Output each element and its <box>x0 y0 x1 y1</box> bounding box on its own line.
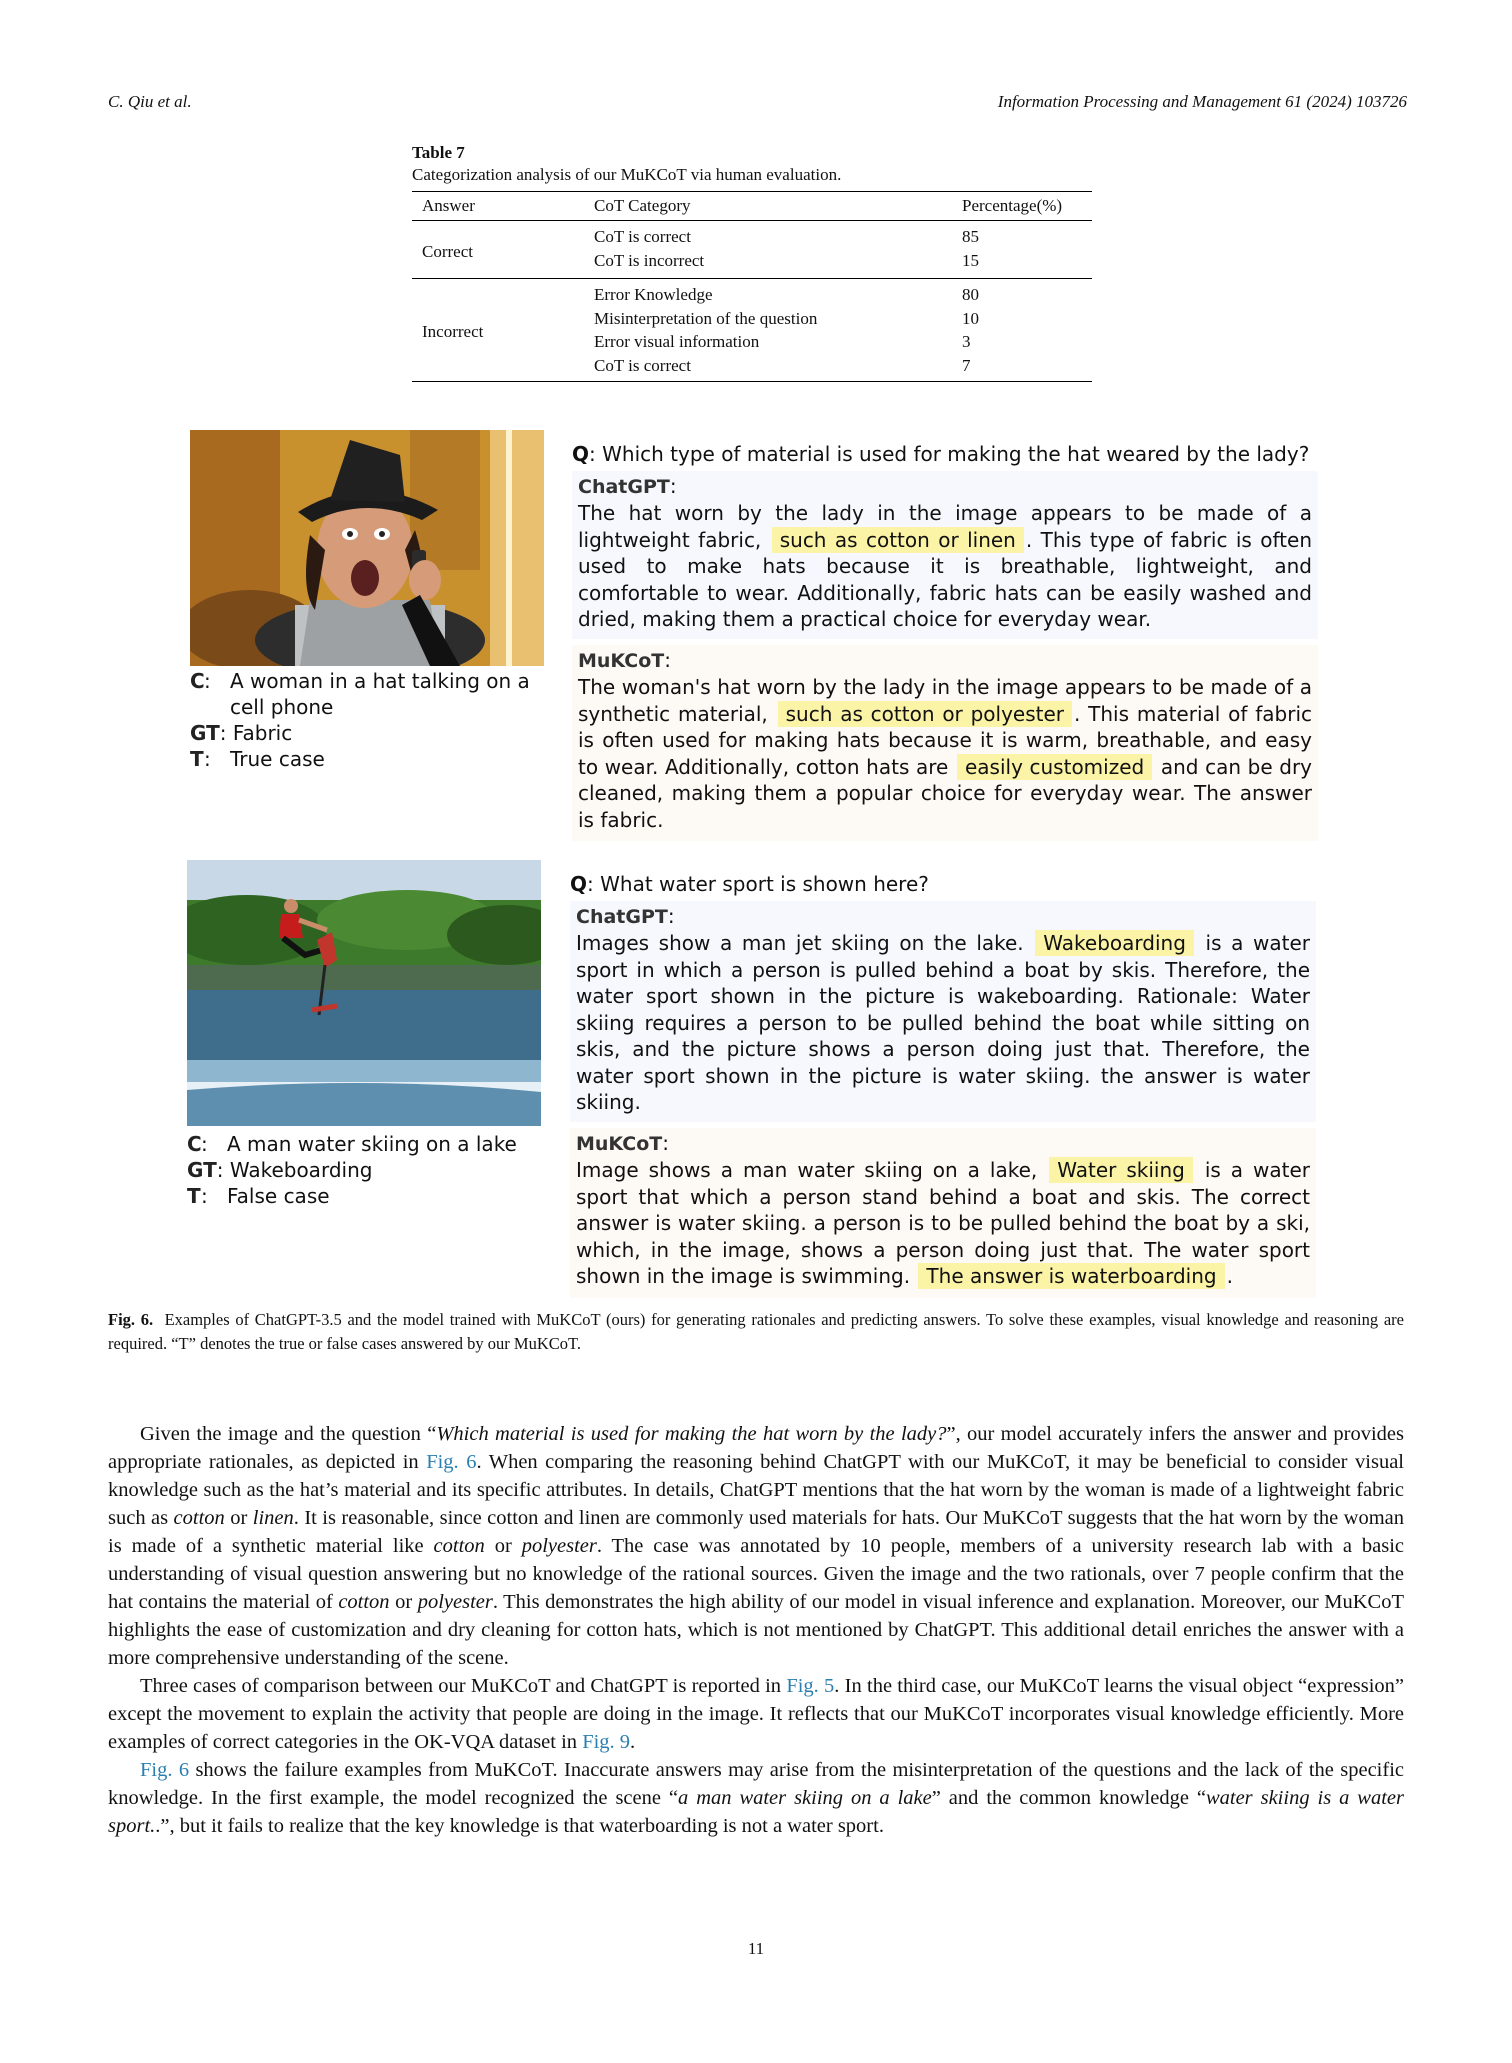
caption-row-t: T : True case <box>190 747 325 771</box>
table-row <box>412 279 1092 307</box>
caption-key: GT <box>187 1158 217 1182</box>
category-cell: Error visual information <box>594 332 760 351</box>
rationale-text: is a water sport that which a person stand behind a boat and skis. The correct answer is water skiing. a person is to be pulled behind the boat by a ski, which, in the image, shows a person doing just that. The water sport shown in the image is swimming. <box>576 1158 1310 1288</box>
figure-link[interactable]: Fig. 6 <box>140 1759 190 1781</box>
mukcot-rationale-box: MuKCoT: The woman's hat worn by the lady in the image appears to be made of a synthetic material, such as cotton or polyester . This material of fabric is often used for making hats because it is warm, breathable, and easy to wear. Additionally, cotton hats are easily customized and can be dry cleaned, making them a popular choice for everyday wear. The answer is fabric. <box>572 645 1318 842</box>
category-cell: Error Knowledge <box>594 285 713 304</box>
caption-row-t: T : False case <box>187 1184 330 1208</box>
question-key: Q <box>572 442 590 466</box>
table-caption: Categorization analysis of our MuKCoT via human evaluation. <box>412 165 842 184</box>
question-text: Which type of material is used for making the hat weared by the lady? <box>602 442 1310 466</box>
caption-row-c: C : A man water skiing on a lake <box>187 1132 517 1156</box>
rationale-text: is a water sport in which a person is pulled behind a boat by skis. Therefore, the water sport shown in the picture is wakeboarding. Rationale: Water skiing requires a person to be pulled behind the boat while sitting on skis, and the picture shows a person doing just that. Therefore, the water sport shown in the picture is water skiing. the answer is water skiing. <box>576 931 1310 1114</box>
category-cell: CoT is incorrect <box>594 250 705 270</box>
figure-link[interactable]: Fig. 6 <box>426 1451 477 1473</box>
category-cell: CoT is correct <box>594 227 691 246</box>
caption-row-c: C : A woman in a hat talking on a cell phone <box>190 668 540 720</box>
caption-key: C <box>187 1132 202 1156</box>
caption-value: False case <box>227 1184 330 1208</box>
figure-label: Fig. 6. <box>108 1310 154 1329</box>
answer-cell: Incorrect <box>422 322 484 342</box>
table-group-correct <box>412 221 1092 279</box>
example-1-qa <box>572 441 1318 841</box>
caption-value: A woman in a hat talking on a cell phone <box>230 669 530 719</box>
category-cell: CoT is correct <box>594 355 691 375</box>
column-header: Answer <box>422 196 475 215</box>
chatgpt-rationale <box>578 500 1312 633</box>
mukcot-rationale <box>576 1157 1310 1290</box>
rationale-text: . This material of fabric is often used for making hats because it is warm, breathable, and easy to wear. Additionally, cotton hats are <box>578 701 1312 779</box>
water-skiing-photo-illustration <box>187 860 541 1126</box>
question-key: Q <box>570 872 588 896</box>
caption-key: GT <box>190 721 220 745</box>
highlight: Water skiing <box>1049 1157 1193 1183</box>
caption-value: Wakeboarding <box>229 1158 373 1182</box>
chatgpt-rationale-box: ChatGPT: The hat worn by the lady in the image appears to be made of a lightweight fabric, such as cotton or linen . This type of fabric is often used to make hats because it is breathable, lightweight, and comfortable to wear. Additionally, fabric hats can be easily washed and dried, making them a practical choice for everyday wear. <box>572 471 1318 639</box>
caption-value: A man water skiing on a lake <box>227 1132 517 1156</box>
chatgpt-title: ChatGPT <box>576 905 668 928</box>
highlight: Wakeboarding <box>1035 930 1194 956</box>
question: Q: Which type of material is used for making the hat weared by the lady? <box>572 442 1310 466</box>
chatgpt-rationale-box: ChatGPT: Images show a man jet skiing on the lake. Wakeboarding is a water sport in which a person is pulled behind a boat by skis. Therefore, the water sport shown in the picture is wakeboarding. Rationale: Water skiing requires a person to be pulled behind the boat while sitting on skis, and the picture shows a person doing just that. Therefore, the water sport shown in the picture is water skiing. the answer is water skiing. <box>570 901 1316 1122</box>
highlight: such as cotton or linen <box>772 527 1024 553</box>
highlight: easily customized <box>957 754 1152 780</box>
rationale-text: Images show a man jet skiing on the lake. <box>576 931 1024 955</box>
caption-value: Fabric <box>232 721 293 745</box>
chatgpt-rationale <box>576 930 1310 1116</box>
rationale-text: . This type of fabric is often used to make hats because it is breathable, lightweight, and comfortable to wear. Additionally, fabric hats can be easily washed and dried, making them a practical choice for everyday wear. <box>578 527 1312 631</box>
caption-key: T <box>187 1184 201 1208</box>
highlight: The answer is waterboarding <box>918 1263 1224 1289</box>
paragraph: Fig. 6 shows the failure examples from MuKCoT. Inaccurate answers may arise from the misinterpretation of the questions and the lack of the specific knowledge. In the first example, the model recognized the scene “a man water skiing on a lake” and the common knowledge “water skiing is a water sport..”, but it fails to realize that the key knowledge is that waterboarding is not a water sport. <box>108 1759 1404 1837</box>
photo-woman-in-hat <box>190 430 544 666</box>
example-2-caption <box>187 1131 537 1209</box>
woman-hat-photo-illustration <box>190 430 544 666</box>
figure-link[interactable]: Fig. 9 <box>582 1731 631 1753</box>
table-7 <box>412 143 1092 382</box>
column-header: Percentage(%) <box>962 196 1063 215</box>
caption-key: C <box>190 669 205 693</box>
page-number: 11 <box>747 1939 765 1958</box>
mukcot-title: MuKCoT <box>576 1132 663 1155</box>
photo-water-skiing <box>187 860 541 1126</box>
percentage-cell: 10 <box>962 308 979 328</box>
chatgpt-title: ChatGPT <box>578 475 670 498</box>
example-2-qa <box>570 871 1316 1298</box>
mukcot-rationale-box: MuKCoT: Image shows a man water skiing on a lake, Water skiing is a water sport that which a person stand behind a boat and skis. The correct answer is water skiing. a person is to be pulled behind the boat by a ski, which, in the image, shows a person doing just that. The water sport shown in the image is swimming. The answer is waterboarding . <box>570 1128 1316 1298</box>
percentage-cell: 15 <box>962 250 979 270</box>
percentage-cell: 3 <box>962 332 971 351</box>
question-text: What water sport is shown here? <box>600 872 929 896</box>
paragraph: Three cases of comparison between our MuKCoT and ChatGPT is reported in Fig. 5. In the third case, our MuKCoT learns the visual object “expression” except the movement to explain the activity that people are doing in the image. It reflects that our MuKCoT incorporates visual knowledge efficiently. More examples of correct categories in the OK-VQA dataset in Fig. 9. <box>108 1675 1404 1753</box>
table-header-row <box>412 192 1092 221</box>
question: Q: What water sport is shown here? <box>570 872 929 896</box>
category-cell: Misinterpretation of the question <box>594 308 818 328</box>
table-label: Table 7 <box>412 143 465 162</box>
mukcot-rationale <box>578 674 1312 833</box>
percentage-cell: 7 <box>962 355 971 375</box>
running-header-authors: C. Qiu et al. <box>108 92 192 111</box>
caption-key: T <box>190 747 204 771</box>
figure-caption-text: Examples of ChatGPT-3.5 and the model trained with MuKCoT (ours) for generating rationales and predicting answers. To solve these examples, visual knowledge and reasoning are required. “T” denotes the true or false cases answered by our MuKCoT. <box>108 1310 1404 1353</box>
figure-caption <box>108 1308 1404 1356</box>
categorization-table <box>412 191 1092 382</box>
rationale-text: Image shows a man water skiing on a lake, <box>576 1158 1038 1182</box>
rationale-text: The hat worn by the lady in the image appears to be made of a lightweight fabric, <box>578 501 1312 552</box>
example-1-caption <box>190 668 540 772</box>
paragraph: Given the image and the question “Which material is used for making the hat worn by the lady?”, our model accurately infers the answer and provides appropriate rationales, as depicted in Fig. 6. When comparing the reasoning behind ChatGPT with our MuKCoT, it may be beneficial to consider visual knowledge such as the hat’s material and its specific attributes. In details, ChatGPT mentions that the hat worn by the woman is made of a lightweight fabric such as cotton or linen. It is reasonable, since cotton and linen are commonly used materials for hats. Our MuKCoT suggests that the hat worn by the woman is made of a synthetic material like cotton or polyester. The case was annotated by 10 people, members of a university research lab with a basic understanding of visual question answering but no knowledge of the rational sources. Given the image and the two rationals, over 7 people confirm that the hat contains the material of cotton or polyester. This demonstrates the high ability of our model in visual inference and explanation. Moreover, our MuKCoT highlights the ease of customization and dry cleaning for cotton hats, which is not mentioned by ChatGPT. This additional detail enriches the answer with a more comprehensive understanding of the scene. <box>108 1423 1405 1669</box>
highlight: such as cotton or polyester <box>778 701 1072 727</box>
table-row <box>412 221 1092 249</box>
body-text <box>108 1420 1404 1840</box>
rationale-text: . <box>1226 1264 1233 1288</box>
figure-link[interactable]: Fig. 5 <box>786 1675 835 1697</box>
table-group-incorrect <box>412 279 1092 382</box>
answer-cell: Correct <box>422 241 473 261</box>
column-header: CoT Category <box>594 196 691 215</box>
percentage-cell: 80 <box>962 285 979 304</box>
running-header-journal: Information Processing and Management 61 (2024) 103726 <box>997 92 1407 111</box>
percentage-cell: 85 <box>962 227 979 246</box>
caption-value: True case <box>230 747 325 771</box>
caption-row-gt: GT : Wakeboarding <box>187 1158 373 1182</box>
rationale-text: The woman's hat worn by the lady in the image appears to be made of a synthetic material, <box>578 675 1312 726</box>
rationale-text: and can be dry cleaned, making them a popular choice for everyday wear. The answer is fabric. <box>578 754 1313 832</box>
caption-row-gt: GT : Fabric <box>190 721 293 745</box>
mukcot-title: MuKCoT <box>578 649 665 672</box>
